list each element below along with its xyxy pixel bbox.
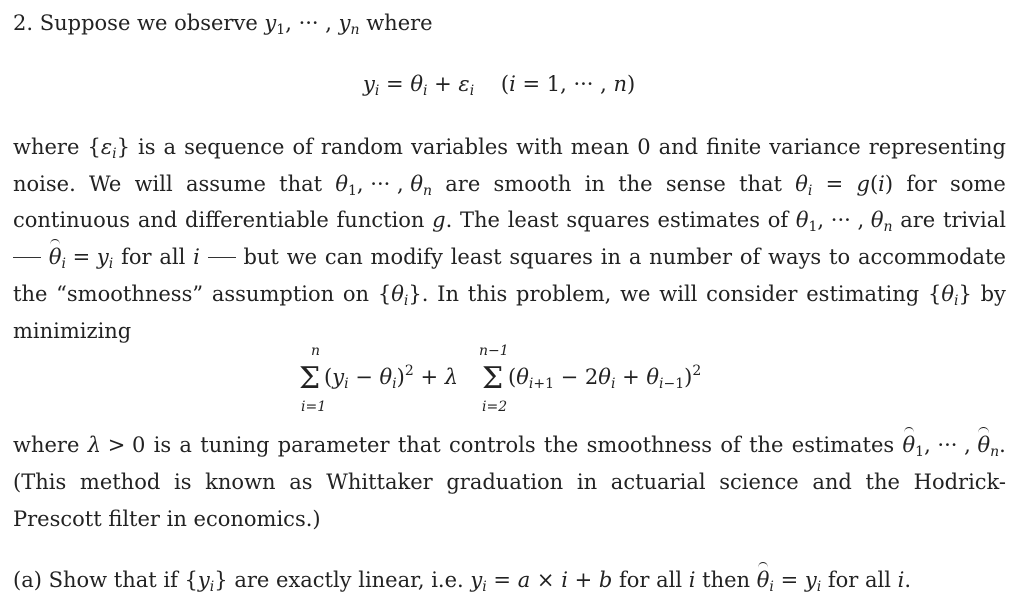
paragraph1-line-5: the “smoothness” assumption on $\{\theta_i\}$. In this problem, we will consider estimating $\{\theta_i\}$ by bbox=[13, 282, 1006, 309]
sum2-term: $(\theta_{i+1} - 2\theta_i + \theta_{i-1})^2$ bbox=[508, 363, 702, 392]
paragraph2-line-1: where λ > 0 is a tuning parameter that controls the smoothness of the estimates $\theta_1$, ··· , $\theta_n$. bbox=[13, 433, 1006, 460]
sum1-sigma: Σ bbox=[299, 361, 321, 396]
paragraph1-line-3: continuous and differentiable function g. The least squares estimates of $\theta_1$, ··· , $\theta_n$ are trivial bbox=[13, 208, 1006, 235]
paragraph1-line-1: where $\{\varepsilon_i\}$ is a sequence of random variables with mean 0 and finite variance representing bbox=[13, 135, 1006, 162]
sum2-upper-limit: n−1 bbox=[479, 343, 509, 359]
model-equation: $y_i = \theta_i + \varepsilon_i$ (i = 1, ··· , n) bbox=[363, 72, 636, 99]
paragraph1-line-4: $\theta_i = y_i$ for all i but we can modify least squares in a number of ways to accommodate bbox=[13, 244, 1006, 270]
problem-number: 2. bbox=[13, 11, 34, 35]
sum1-lower-limit: i=1 bbox=[301, 399, 327, 415]
objective-function bbox=[296, 343, 736, 423]
sum2-lower-limit: i=2 bbox=[482, 399, 508, 415]
paragraph2-line-2: (This method is known as Whittaker graduation in actuarial science and the Hodrick- bbox=[13, 470, 1006, 494]
paragraph1-line-2: noise. We will assume that $\theta_1$, ··· , $\theta_n$ are smooth in the sense that $\theta_i$ = g(i) for some bbox=[13, 172, 1006, 199]
part-a: (a) Show that if $\{y_i\}$ are exactly linear, i.e. $y_i = a \times i + b$ for all i then $\theta_i = y_i$ for all i. bbox=[13, 568, 912, 595]
paragraph2-line-3: Prescott filter in economics.) bbox=[13, 507, 321, 531]
sum1-term: $(y_i - \theta_i)^2 + \lambda$ bbox=[324, 363, 459, 392]
paragraph1-line-6: minimizing bbox=[13, 319, 132, 343]
intro-line: 2. Suppose we observe $y_1$, ··· , $y_n$ where bbox=[13, 11, 433, 38]
sum2-sigma: Σ bbox=[482, 361, 504, 396]
sum1-upper-limit: n bbox=[311, 343, 321, 359]
